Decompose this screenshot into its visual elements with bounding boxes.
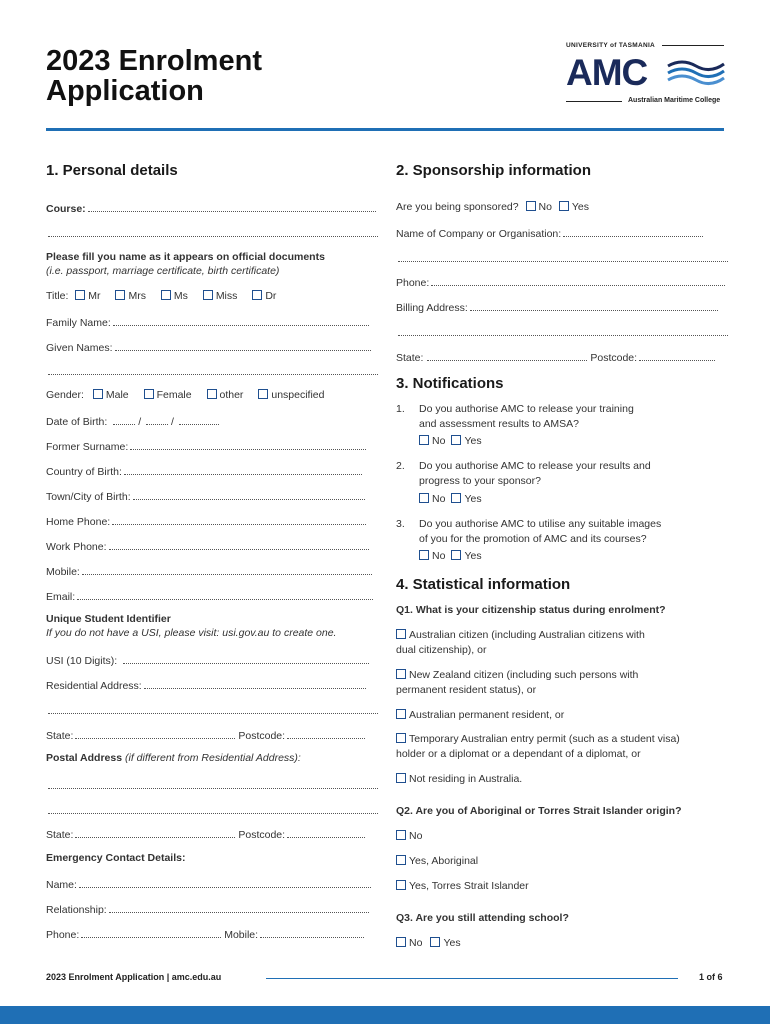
logo-university: UNIVERSITY of TASMANIA [566,42,656,49]
postal-state-postcode-field[interactable]: State: Postcode: [46,827,365,841]
billing-line2[interactable] [396,325,728,339]
notification-text-1: Do you authorise AMC to release your training and assessment results to AMSA? [419,403,634,430]
checkbox-unspecified[interactable] [258,389,268,399]
checkbox-miss[interactable] [203,290,213,300]
notification-item-2: 2. [396,460,405,472]
notification-text-2: Do you authorise AMC to release your results and progress to your sponsor? [419,460,651,487]
q3-question: Q3. Are you still attending school? [396,912,569,924]
emergency-heading: Emergency Contact Details: [46,852,186,864]
given-names-field[interactable]: Given Names: [46,340,371,354]
section-sponsorship-heading: 2. Sponsorship information [396,162,592,179]
gender-field: Gender: Male Female other unspecified [46,389,325,401]
checkbox-mr[interactable] [75,290,85,300]
checkbox-q3-no[interactable] [396,937,406,947]
notification-item-3: 3. [396,518,405,530]
checkbox-n2-no[interactable] [419,493,429,503]
checkbox-male[interactable] [93,389,103,399]
usi-heading: Unique Student Identifier [46,613,171,625]
dob-field[interactable]: Date of Birth: / / [46,414,219,428]
checkbox-other[interactable] [207,389,217,399]
checkbox-sponsored-yes[interactable] [559,201,569,211]
sponsored-question: Are you being sponsored? No Yes [396,201,590,213]
former-surname-field[interactable]: Former Surname: [46,439,366,453]
residential-field[interactable]: Residential Address: [46,678,366,692]
email-field[interactable]: Email: [46,589,373,603]
checkbox-q2-aboriginal[interactable] [396,855,406,865]
checkbox-q1-not-residing[interactable] [396,773,406,783]
notification-2-options: No Yes [415,493,482,505]
checkbox-ms[interactable] [161,290,171,300]
section-notifications-heading: 3. Notifications [396,375,504,392]
notification-item-1: 1. [396,403,405,415]
checkbox-n3-no[interactable] [419,550,429,560]
q2-question: Q2. Are you of Aboriginal or Torres Strait Islander origin? [396,805,682,817]
course-field[interactable]: Course: [46,201,376,215]
state-postcode-field[interactable]: State: Postcode: [46,728,365,742]
checkbox-q2-no[interactable] [396,830,406,840]
town-birth-field[interactable]: Town/City of Birth: [46,489,365,503]
checkbox-q2-torres[interactable] [396,880,406,890]
company-line2[interactable] [396,251,728,265]
header-rule [46,128,724,131]
checkbox-n2-yes[interactable] [451,493,461,503]
notification-text-3: Do you authorise AMC to utilise any suitable images of you for the promotion of AMC and its courses? [419,518,662,545]
checkbox-q1-permanent-resident[interactable] [396,709,406,719]
section-statistical-heading: 4. Statistical information [396,576,571,593]
q1-option-4: Temporary Australian entry permit (such as a student visa) holder or a diplomat or a dependant of a diplomat, or [396,733,680,760]
work-phone-field[interactable]: Work Phone: [46,539,369,553]
q2-option-aboriginal: Yes, Aboriginal [392,855,478,867]
section-personal-heading: 1. Personal details [46,162,178,179]
title-field: Title: Mr Mrs Ms Miss Dr [46,290,277,302]
page-title: 2023 Enrolment Application [46,45,262,107]
checkbox-q1-au-citizen[interactable] [396,629,406,639]
emergency-name-field[interactable]: Name: [46,877,371,891]
billing-address-field[interactable]: Billing Address: [396,300,718,314]
q1-option-5: Not residing in Australia. [392,772,522,787]
checkbox-n1-no[interactable] [419,435,429,445]
q1-option-3: Australian permanent resident, or [392,708,564,723]
course-field-line2[interactable] [46,226,378,240]
emergency-relationship-field[interactable]: Relationship: [46,902,369,916]
q2-option-no: No [392,830,422,842]
name-instruction-sub: (i.e. passport, marriage certificate, birth certificate) [46,265,280,277]
wave-icon [666,58,726,90]
given-names-line2[interactable] [46,364,378,378]
country-birth-field[interactable]: Country of Birth: [46,464,362,478]
checkbox-n1-yes[interactable] [451,435,461,445]
amc-logo [566,40,726,110]
page-number: 1 of 6 [699,972,723,982]
checkbox-mrs[interactable] [115,290,125,300]
bottom-bar [0,1006,770,1024]
checkbox-dr[interactable] [252,290,262,300]
emergency-phone-field[interactable]: Phone: Mobile: [46,927,364,941]
footer-rule [266,978,678,979]
q1-option-2: New Zealand citizen (including such persons with permanent resident status), or [396,669,639,696]
logo-divider [566,101,622,102]
checkbox-q1-temporary[interactable] [396,733,406,743]
logo-amc: AMC [566,52,648,93]
mobile-field[interactable]: Mobile: [46,564,372,578]
q3-options: No Yes [392,937,461,949]
sponsor-state-postcode-field[interactable]: State: Postcode: [396,350,715,364]
postal-line1[interactable] [46,778,378,792]
logo-college: Australian Maritime College [628,97,721,104]
checkbox-female[interactable] [144,389,154,399]
residential-line2[interactable] [46,703,378,717]
sponsor-phone-field[interactable]: Phone: [396,275,725,289]
postal-address-label: Postal Address (if different from Residential Address): [46,752,301,764]
company-field[interactable]: Name of Company or Organisation: [396,226,703,240]
checkbox-q3-yes[interactable] [430,937,440,947]
checkbox-q1-nz-citizen[interactable] [396,669,406,679]
checkbox-n3-yes[interactable] [451,550,461,560]
notification-3-options: No Yes [415,550,482,562]
q1-option-1: Australian citizen (including Australian citizens with dual citizenship), or [396,629,645,656]
postal-line2[interactable] [46,803,378,817]
name-instruction: Please fill you name as it appears on official documents [46,251,325,263]
logo-divider [662,45,724,46]
family-name-field[interactable]: Family Name: [46,315,369,329]
q1-question: Q1. What is your citizenship status during enrolment? [396,604,666,616]
home-phone-field[interactable]: Home Phone: [46,514,366,528]
q2-option-torres: Yes, Torres Strait Islander [392,880,529,892]
footer-label: 2023 Enrolment Application | amc.edu.au [46,972,222,982]
usi-field[interactable]: USI (10 Digits): [46,653,369,667]
checkbox-sponsored-no[interactable] [526,201,536,211]
notification-1-options: No Yes [415,435,482,447]
usi-note: If you do not have a USI, please visit: usi.gov.au to create one. [46,627,337,639]
